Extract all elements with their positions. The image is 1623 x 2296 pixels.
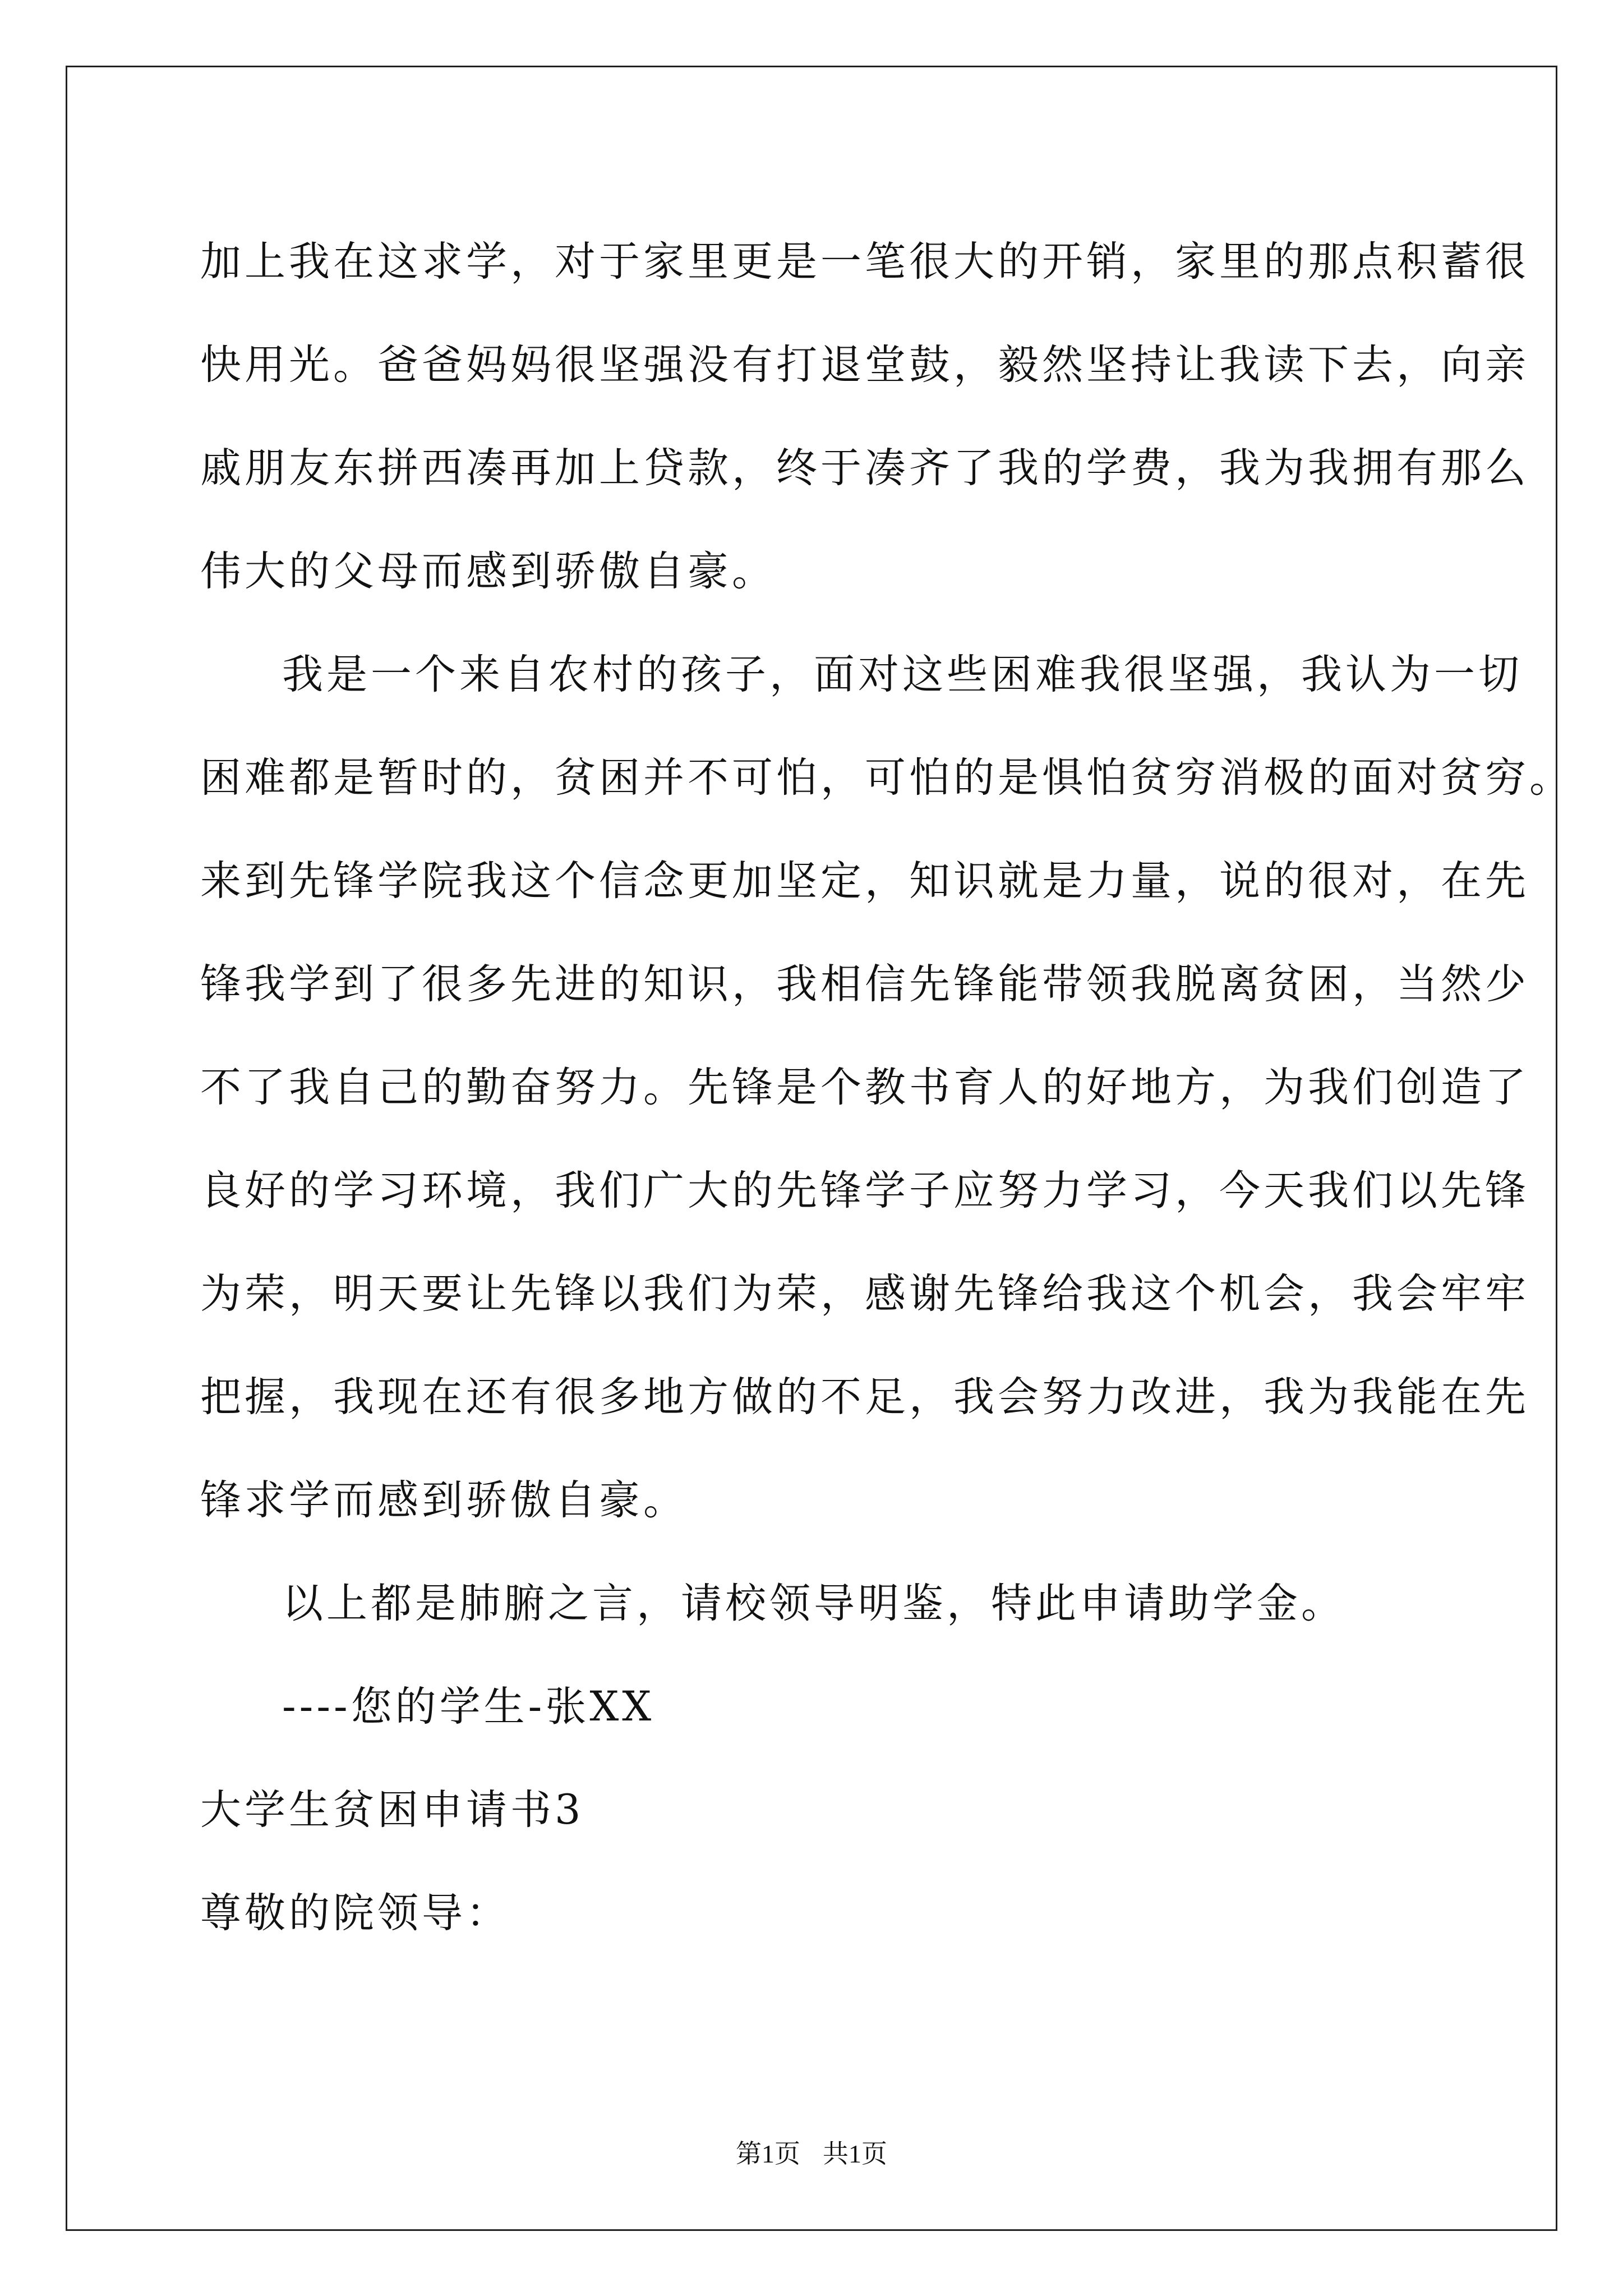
text-line: 伟大的父母而感到骄傲自豪。	[200, 547, 776, 595]
page-footer	[0, 2137, 1623, 2171]
text-line: 来到先锋学院我这个信念更加坚定，知识就是力量，说的很对，在先	[200, 857, 1529, 905]
text-line: 尊敬的院领导：	[200, 1889, 510, 1937]
page-number: 第1页	[736, 2139, 800, 2168]
text-line: ----您的学生-张XX	[282, 1683, 655, 1731]
text-line: 良好的学习环境，我们广大的先锋学子应努力学习，今天我们以先锋	[200, 1167, 1529, 1214]
text-line: 锋求学而感到骄傲自豪。	[200, 1476, 688, 1524]
text-line: 锋我学到了很多先进的知识，我相信先锋能带领我脱离贫困，当然少	[200, 960, 1529, 1008]
text-line: 困难都是暂时的，贫困并不可怕，可怕的是惧怕贫穷消极的面对贫穷。	[200, 754, 1574, 802]
text-line: 大学生贫困申请书3	[200, 1786, 584, 1834]
document-body	[200, 210, 1574, 1965]
page-total: 共1页	[823, 2139, 887, 2168]
text-line: 不了我自己的勤奋努力。先锋是个教书育人的好地方，为我们创造了	[200, 1064, 1529, 1111]
text-line: 快用光。爸爸妈妈很坚强没有打退堂鼓，毅然坚持让我读下去，向亲	[200, 341, 1529, 389]
text-line: 我是一个来自农村的孩子，面对这些困难我很坚强，我认为一切	[282, 651, 1523, 698]
text-line: 加上我在这求学，对于家里更是一笔很大的开销，家里的那点积蓄很	[200, 238, 1529, 286]
text-line: 把握，我现在还有很多地方做的不足，我会努力改进，我为我能在先	[200, 1373, 1529, 1421]
text-line: 戚朋友东拼西凑再加上贷款，终于凑齐了我的学费，我为我拥有那么	[200, 444, 1529, 492]
text-line: 为荣，明天要让先锋以我们为荣，感谢先锋给我这个机会，我会牢牢	[200, 1270, 1529, 1318]
text-line: 以上都是肺腑之言，请校领导明鉴，特此申请助学金。	[282, 1580, 1345, 1627]
